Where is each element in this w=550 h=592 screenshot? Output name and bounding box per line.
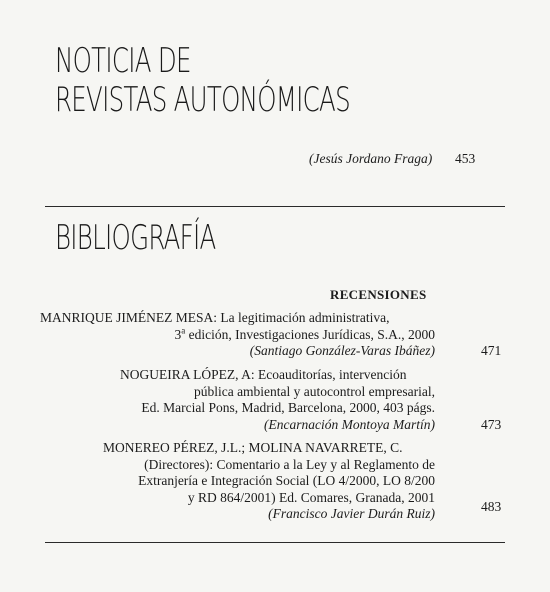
entry-1-page-number: 471 <box>481 343 502 358</box>
review-entry-1 <box>40 310 435 360</box>
entry-3-title-line: MONEREO PÉREZ, J.L.; MOLINA NAVARRETE, C. <box>103 440 403 455</box>
divider-top <box>45 206 505 207</box>
divider-bottom <box>45 542 505 543</box>
entry-3-line-3: y RD 864/2001) Ed. Comares, Granada, 2001 <box>187 489 435 505</box>
entry-1-author: (Santiago González-Varas Ibáñez) <box>249 343 435 358</box>
section1-author: (Jesús Jordano Fraga) <box>309 151 433 166</box>
section-title-line-2: REVISTAS AUTONÓMICAS <box>55 80 350 120</box>
entry-3-line-1: (Directores): Comentario a la Ley y al Reglamento de <box>144 456 435 472</box>
entry-2-author: (Encarnación Montoya Martín) <box>264 416 435 432</box>
reviews-heading: RECENSIONES <box>330 287 427 302</box>
entry-2-line-2: Ed. Marcial Pons, Madrid, Barcelona, 2000, 403 págs. <box>141 400 435 415</box>
review-entry-2 <box>40 367 435 433</box>
section1-page-number: 453 <box>455 151 476 166</box>
entry-1-edition-line: 3$^a$ edición, Investigaciones Jurídicas, S.A., 2000 <box>174 325 435 342</box>
entry-3-author: (Francisco Javier Durán Ruiz) <box>268 506 435 521</box>
entry-1-title-line: MANRIQUE JIMÉNEZ MESA: La legitimación administrativa, <box>40 310 390 325</box>
entry-3-line-2: Extranjería e Integración Social (LO 4/2000, LO 8/200 <box>138 473 435 488</box>
entry-2-line-1: pública ambiental y autocontrol empresarial, <box>193 383 435 399</box>
review-entry-3 <box>40 440 435 523</box>
entry-2-title-line: NOGUEIRA LÓPEZ, A: Ecoauditorías, intervención <box>120 367 407 382</box>
entry-3-page-number: 483 <box>481 499 502 514</box>
entry-2-page-number: 473 <box>481 417 502 432</box>
section-title-line-1: NOTICIA DE <box>55 41 191 81</box>
bibliography-title: BIBLIOGRAFÍA <box>55 218 216 258</box>
